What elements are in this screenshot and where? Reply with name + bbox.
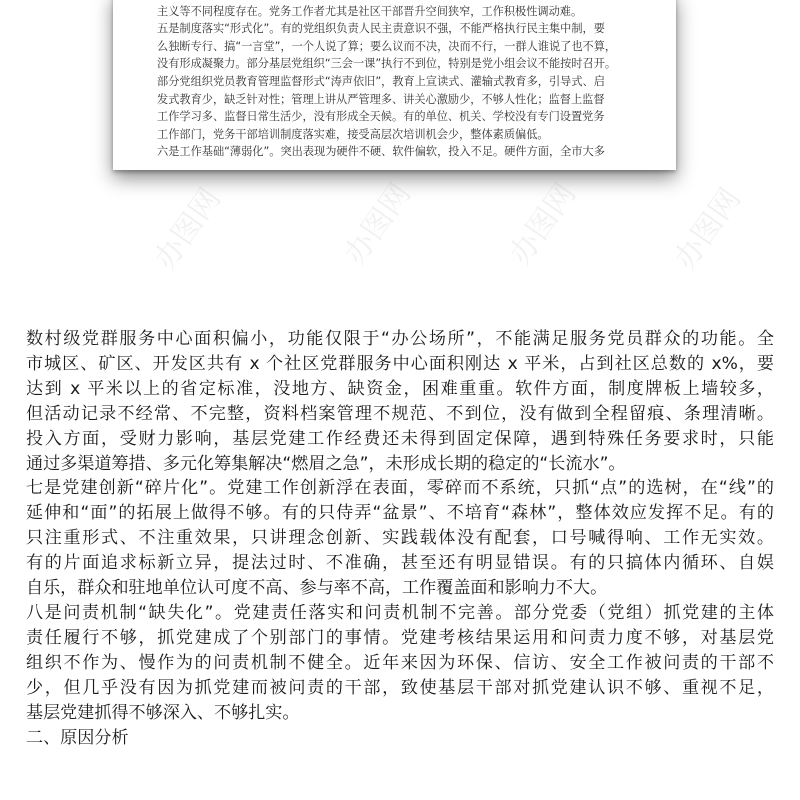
body-line: 有的片面追求标新立异，提法过时、不准确，甚至还有明显错误。有的只搞体内循环、自娱 — [26, 553, 774, 574]
preview-line: 六是工作基础“薄弱化”。突出表现为硬件不硬、软件偏软，投入不足。硬件方面，全市大多 — [157, 145, 605, 159]
section-heading: 二、原因分析 — [26, 727, 129, 748]
watermark: 办图网 — [502, 177, 584, 271]
body-line: 只注重形式、不注重效果，只讲理念创新、实践载体没有配套，口号喊得响、工作无实效。 — [26, 528, 774, 549]
watermark: 办图网 — [337, 177, 419, 271]
preview-line: 么独断专行、搞“一言堂”，一个人说了算；要么议而不决，决而不行，一群人谁说了也不算， — [157, 39, 617, 53]
body-line: 通过多渠道筹措、多元化筹集解决“燃眉之急”，未形成长期的稳定的“长流水”。 — [26, 453, 626, 474]
watermark: 办图网 — [147, 182, 229, 276]
preview-line: 没有形成凝聚力。部分基层党组织“三会一课”执行不到位，特别是党小组会议不能按时召开。 — [157, 57, 617, 71]
preview-line: 发式教育少，缺乏针对性；管理上讲从严管理多、讲关心激励少，不够人性化；监督上监督 — [157, 92, 605, 106]
preview-line: 部分党组织党员教育管理监督形式“涛声依旧”，教育上宣读式、灌输式教育多，引导式、启 — [157, 74, 605, 88]
body-line: 基层党建抓得不够深入、不够扎实。 — [26, 702, 300, 723]
body-line: 投入方面，受财力影响，基层党建工作经费还未得到固定保障，遇到特殊任务要求时，只能 — [26, 428, 774, 449]
body-line: 八是问责机制“缺失化”。党建责任落实和问责机制不完善。部分党委（党组）抓党建的主体 — [26, 602, 774, 623]
body-line: 达到 x 平米以上的省定标准，没地方、缺资金，困难重重。软件方面，制度牌板上墙较多， — [26, 378, 774, 399]
preview-line: 工作学习多、监督日常生活少，没有形成全天候。有的单位、机关、学校没有专门设置党务 — [157, 110, 605, 124]
watermark: 办图网 — [667, 182, 749, 276]
body-line: 数村级党群服务中心面积偏小，功能仅限于“办公场所”，不能满足服务党员群众的功能。全 — [26, 329, 774, 349]
body-line: 但活动记录不经常、不完整，资料档案管理不规范、不到位，没有做到全程留痕、条理清晰。 — [26, 403, 774, 424]
preview-line: 主义等不同程度存在。党务工作者尤其是社区干部晋升空间狭窄，工作积极性调动难。 — [157, 4, 583, 18]
body-line: 自乐，群众和驻地单位认可度不高、参与率不高，工作覆盖面和影响力不大。 — [26, 578, 608, 599]
document-preview-card — [113, 0, 676, 170]
body-line: 责任履行不够，抓党建成了个别部门的事情。党建考核结果运用和问责力度不够，对基层党 — [26, 627, 774, 648]
body-line: 市城区、矿区、开发区共有 x 个社区党群服务中心面积刚达 x 平米，占到社区总数的 x%，要 — [26, 353, 774, 374]
body-line: 延伸和“面”的拓展上做得不够。有的只侍弄“盆景”、不培育“森林”，整体效应发挥不足。有的 — [26, 503, 774, 524]
preview-text — [157, 0, 645, 161]
body-line: 少，但几乎没有因为抓党建而被问责的干部，致使基层干部对抓党建认识不够、重视不足， — [26, 677, 774, 698]
body-line: 七是党建创新“碎片化”。党建工作创新浮在表面，零碎而不系统，只抓“点”的选树，在“线”的 — [26, 478, 774, 499]
body-line: 组织不作为、慢作为的问责机制不健全。近年来因为环保、信访、安全工作被问责的干部不 — [26, 652, 774, 673]
preview-line: 五是制度落实“形式化”。有的党组织负责人民主责意识不强，不能严格执行民主集中制，要 — [157, 22, 605, 36]
document-body — [26, 327, 774, 750]
preview-line: 工作部门，党务干部培训制度落实难，接受高层次培训机会少，整体素质偏低。 — [157, 127, 549, 141]
